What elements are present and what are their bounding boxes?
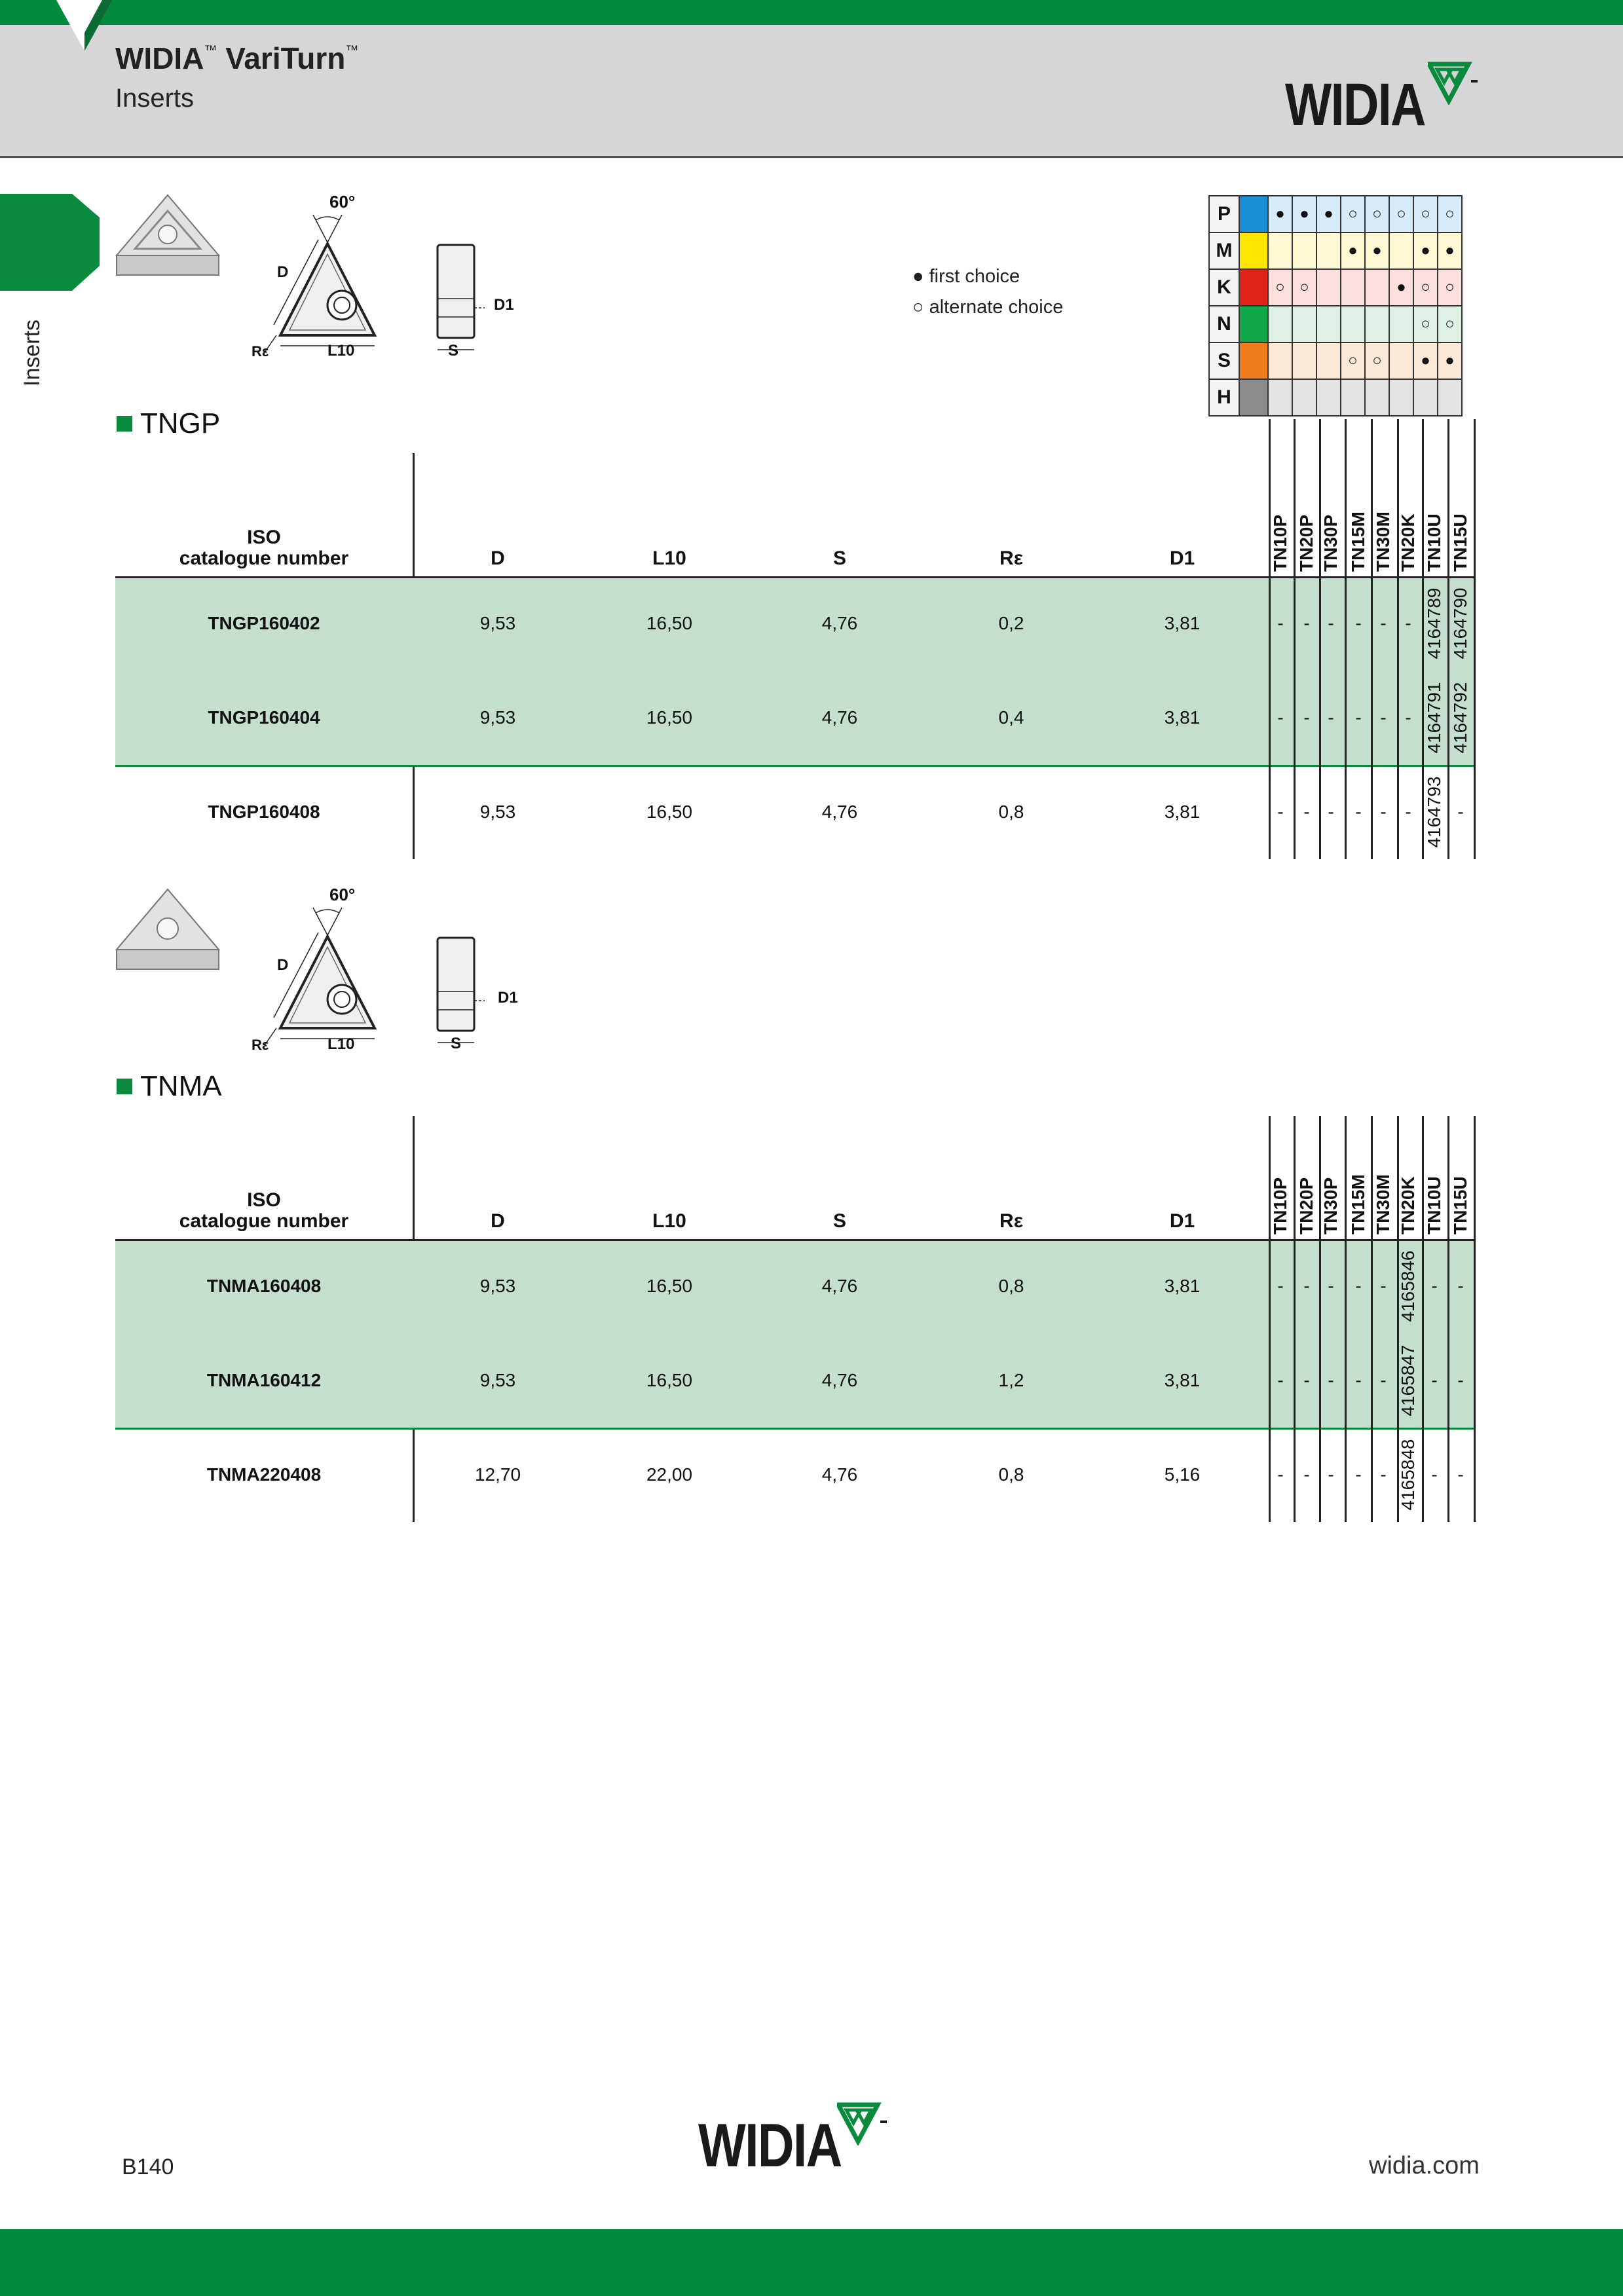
material-row bbox=[1209, 379, 1462, 416]
material-grade-mark bbox=[1316, 306, 1341, 343]
cell-d: 12,70 bbox=[474, 1464, 521, 1485]
grade-header: TN30M bbox=[1373, 511, 1393, 572]
material-grade-mark: ○ bbox=[1341, 196, 1365, 232]
material-grade-mark bbox=[1316, 379, 1341, 416]
grade-dash: - bbox=[1457, 802, 1464, 822]
order-number: 4165847 bbox=[1398, 1344, 1418, 1416]
column-header-d: D bbox=[491, 547, 505, 569]
grade-dash: - bbox=[1380, 1370, 1387, 1390]
grade-dash: - bbox=[1277, 1276, 1284, 1296]
grade-header: TN20P bbox=[1296, 1177, 1316, 1234]
grade-dash: - bbox=[1277, 707, 1284, 728]
tnma-side-view-diagram bbox=[432, 935, 504, 1060]
page-subtitle: Inserts bbox=[115, 84, 195, 113]
cell-d1: 3,81 bbox=[1164, 1370, 1201, 1390]
grade-column-line bbox=[1474, 419, 1476, 859]
column-header-l10: L10 bbox=[652, 547, 686, 569]
cell-re: 0,8 bbox=[998, 802, 1024, 822]
grade-dash: - bbox=[1328, 613, 1334, 633]
material-grade-mark: ○ bbox=[1413, 269, 1438, 306]
cell-re: 0,8 bbox=[998, 1464, 1024, 1485]
iso-catalogue-number: TNMA160412 bbox=[206, 1370, 322, 1390]
grade-dash: - bbox=[1328, 1464, 1334, 1485]
brand-name: WIDIA bbox=[115, 41, 204, 75]
tm-mark: ™ bbox=[204, 43, 217, 58]
material-letter: M bbox=[1209, 232, 1239, 269]
header-notch-icon bbox=[56, 0, 113, 52]
order-number: 4164791 bbox=[1424, 682, 1444, 754]
grade-dash: - bbox=[1380, 802, 1387, 822]
column-header-d1: D1 bbox=[1169, 1210, 1195, 1232]
column-header-l10: L10 bbox=[652, 1210, 686, 1232]
order-number: 4165848 bbox=[1398, 1439, 1418, 1511]
footer-bar bbox=[0, 2229, 1623, 2296]
grade-dash: - bbox=[1303, 1464, 1310, 1485]
diagram-l10-label: L10 bbox=[327, 342, 355, 360]
material-row bbox=[1209, 269, 1462, 306]
section-title-tnma: TNMA bbox=[117, 1070, 222, 1103]
grade-header: TN10P bbox=[1270, 514, 1290, 572]
grade-header: TN15U bbox=[1450, 1176, 1470, 1234]
material-grade-mark: ○ bbox=[1365, 343, 1389, 379]
cell-d1: 3,81 bbox=[1164, 613, 1201, 633]
cell-d: 9,53 bbox=[479, 707, 516, 728]
grade-header: TN10U bbox=[1424, 1176, 1444, 1234]
cell-d: 9,53 bbox=[479, 613, 516, 633]
tngp-insert-3d-icon bbox=[111, 190, 223, 282]
green-square-icon bbox=[117, 1079, 132, 1094]
material-grade-mark: ○ bbox=[1413, 196, 1438, 232]
grade-dash: - bbox=[1457, 1464, 1464, 1485]
grade-column-line bbox=[1345, 419, 1347, 859]
grade-column-line bbox=[1474, 1116, 1476, 1522]
material-grade-mark bbox=[1268, 343, 1292, 379]
grade-dash: - bbox=[1303, 1370, 1310, 1390]
material-color-swatch bbox=[1239, 343, 1268, 379]
material-grade-mark bbox=[1389, 379, 1413, 416]
cell-l10: 16,50 bbox=[646, 613, 693, 633]
material-grade-mark: ● bbox=[1365, 232, 1389, 269]
iso-header-line2: catalogue number bbox=[179, 547, 349, 569]
grade-dash: - bbox=[1355, 802, 1362, 822]
cell-l10: 16,50 bbox=[646, 1276, 693, 1296]
material-grade-mark bbox=[1438, 379, 1462, 416]
diagram-d1-label-2: D1 bbox=[498, 989, 518, 1007]
grade-column-line bbox=[1294, 419, 1296, 859]
tm-mark-2: ™ bbox=[345, 43, 359, 58]
sidebar-label: Inserts bbox=[20, 319, 45, 386]
logo-wordmark: WIDIA bbox=[1285, 71, 1425, 138]
material-row bbox=[1209, 306, 1462, 343]
grade-dash: - bbox=[1355, 1464, 1362, 1485]
material-grade-mark: ● bbox=[1341, 232, 1365, 269]
website-url: widia.com bbox=[1369, 2152, 1480, 2179]
sidebar-tab bbox=[0, 194, 100, 291]
grade-column-line bbox=[1269, 419, 1271, 859]
material-grade-mark bbox=[1316, 269, 1341, 306]
grade-dash: - bbox=[1405, 707, 1411, 728]
material-grade-mark: ○ bbox=[1365, 196, 1389, 232]
grade-dash: - bbox=[1380, 707, 1387, 728]
grade-header: TN30P bbox=[1320, 514, 1341, 572]
material-color-swatch bbox=[1239, 196, 1268, 232]
tnma-insert-3d-icon bbox=[111, 884, 223, 976]
grade-dash: - bbox=[1277, 1464, 1284, 1485]
cell-s: 4,76 bbox=[821, 1276, 858, 1296]
tnma-dimension-diagram bbox=[250, 883, 407, 1060]
grade-header: TN15M bbox=[1348, 511, 1368, 572]
grade-dash: - bbox=[1405, 613, 1411, 633]
material-grade-mark bbox=[1365, 306, 1389, 343]
order-number: 4164792 bbox=[1450, 682, 1470, 754]
cell-re: 0,2 bbox=[998, 613, 1024, 633]
diagram-re-label-2: Rε bbox=[252, 1037, 269, 1053]
material-color-swatch bbox=[1239, 232, 1268, 269]
order-number: 4164790 bbox=[1450, 587, 1470, 659]
grade-column-line bbox=[1319, 419, 1321, 859]
iso-header-line1: ISO bbox=[247, 1189, 281, 1211]
iso-catalogue-number: TNGP160402 bbox=[208, 613, 320, 633]
cell-l10: 16,50 bbox=[646, 802, 693, 822]
filled-dot-icon: ● bbox=[912, 266, 929, 287]
material-grade-mark bbox=[1316, 232, 1341, 269]
widia-triangle-icon bbox=[1428, 62, 1480, 105]
material-grade-mark: ● bbox=[1389, 269, 1413, 306]
material-letter: S bbox=[1209, 343, 1239, 379]
cell-d: 9,53 bbox=[479, 802, 516, 822]
material-letter: K bbox=[1209, 269, 1239, 306]
material-letter: P bbox=[1209, 196, 1239, 232]
grade-dash: - bbox=[1380, 1464, 1387, 1485]
diagram-d1-label: D1 bbox=[494, 296, 514, 314]
page-title bbox=[115, 41, 358, 76]
material-grade-mark: ● bbox=[1413, 232, 1438, 269]
grade-dash: - bbox=[1431, 1276, 1438, 1296]
product-name: VariTurn bbox=[225, 41, 346, 75]
diagram-d-label-2: D bbox=[277, 956, 289, 974]
cell-s: 4,76 bbox=[821, 1370, 858, 1390]
cell-d1: 5,16 bbox=[1164, 1464, 1201, 1485]
angle-label-2: 60° bbox=[329, 885, 356, 904]
material-grade-mark: ○ bbox=[1389, 196, 1413, 232]
cell-re: 1,2 bbox=[998, 1370, 1024, 1390]
column-header-s: S bbox=[832, 547, 846, 569]
grade-dash: - bbox=[1328, 1276, 1334, 1296]
tngp-dimension-diagram bbox=[250, 190, 407, 367]
grade-header: TN20K bbox=[1398, 513, 1418, 572]
column-header-s: S bbox=[832, 1210, 846, 1232]
material-grade-mark bbox=[1341, 379, 1365, 416]
grade-header: TN15U bbox=[1450, 513, 1470, 572]
material-grade-mark bbox=[1268, 232, 1292, 269]
iso-header-line2: catalogue number bbox=[179, 1210, 349, 1232]
material-grade-mark bbox=[1292, 379, 1316, 416]
green-square-icon bbox=[117, 416, 132, 432]
material-row bbox=[1209, 232, 1462, 269]
grade-dash: - bbox=[1380, 613, 1387, 633]
legend-first-choice: ● first choice bbox=[912, 266, 1020, 287]
material-grade-mark bbox=[1341, 306, 1365, 343]
material-letter: H bbox=[1209, 379, 1239, 416]
cell-s: 4,76 bbox=[821, 1464, 858, 1485]
diagram-s-label: S bbox=[448, 342, 459, 360]
iso-catalogue-number: TNGP160404 bbox=[208, 707, 320, 728]
grade-header: TN20K bbox=[1398, 1176, 1418, 1234]
material-grade-mark: ○ bbox=[1413, 306, 1438, 343]
material-grade-mark: ● bbox=[1292, 196, 1316, 232]
grade-dash: - bbox=[1303, 1276, 1310, 1296]
cell-d1: 3,81 bbox=[1164, 707, 1201, 728]
order-number: 4165846 bbox=[1398, 1250, 1418, 1322]
grade-dash: - bbox=[1431, 1370, 1438, 1390]
column-header-re: Rε bbox=[999, 547, 1023, 569]
grade-header: TN30P bbox=[1320, 1177, 1341, 1234]
hollow-dot-icon: ○ bbox=[912, 297, 929, 318]
diagram-re-label: Rε bbox=[252, 343, 269, 360]
material-row bbox=[1209, 343, 1462, 379]
grade-dash: - bbox=[1328, 802, 1334, 822]
order-number: 4164793 bbox=[1424, 776, 1444, 848]
grade-dash: - bbox=[1405, 802, 1411, 822]
material-grade-mark: ● bbox=[1438, 343, 1462, 379]
material-grade-mark: ○ bbox=[1292, 269, 1316, 306]
material-grade-mark bbox=[1389, 232, 1413, 269]
diagram-l10-label-2: L10 bbox=[327, 1035, 355, 1053]
grade-dash: - bbox=[1277, 1370, 1284, 1390]
cell-l10: 16,50 bbox=[646, 1370, 693, 1390]
cell-s: 4,76 bbox=[821, 802, 858, 822]
grade-dash: - bbox=[1328, 707, 1334, 728]
grade-header: TN10P bbox=[1270, 1177, 1290, 1234]
cell-re: 0,4 bbox=[998, 707, 1024, 728]
material-grade-mark: ○ bbox=[1438, 306, 1462, 343]
material-grade-mark bbox=[1365, 379, 1389, 416]
grade-dash: - bbox=[1380, 1276, 1387, 1296]
material-grade-mark bbox=[1365, 269, 1389, 306]
cell-d1: 3,81 bbox=[1164, 1276, 1201, 1296]
grade-dash: - bbox=[1303, 802, 1310, 822]
header-top-bar bbox=[0, 0, 1623, 25]
diagram-d-label: D bbox=[277, 263, 289, 281]
grade-header: TN10U bbox=[1424, 513, 1444, 572]
legend-alternate-choice: ○ alternate choice bbox=[912, 297, 1064, 318]
material-grade-mark bbox=[1341, 269, 1365, 306]
grade-column-line bbox=[1397, 419, 1399, 859]
cell-l10: 22,00 bbox=[646, 1464, 693, 1485]
grade-dash: - bbox=[1328, 1370, 1334, 1390]
material-grade-mark bbox=[1413, 379, 1438, 416]
grade-header: TN20P bbox=[1296, 514, 1316, 572]
iso-catalogue-number: TNMA160408 bbox=[206, 1276, 322, 1296]
material-grade-mark: ○ bbox=[1438, 196, 1462, 232]
grade-dash: - bbox=[1355, 613, 1362, 633]
material-grade-mark bbox=[1389, 306, 1413, 343]
iso-header-line1: ISO bbox=[247, 527, 281, 548]
grade-dash: - bbox=[1457, 1276, 1464, 1296]
material-row bbox=[1209, 196, 1462, 232]
material-matrix bbox=[1208, 195, 1463, 417]
grade-dash: - bbox=[1355, 1370, 1362, 1390]
iso-catalogue-number: TNMA220408 bbox=[206, 1464, 322, 1485]
angle-label: 60° bbox=[329, 192, 356, 212]
material-grade-mark: ○ bbox=[1438, 269, 1462, 306]
material-grade-mark: ○ bbox=[1341, 343, 1365, 379]
cell-l10: 16,50 bbox=[646, 707, 693, 728]
column-header-d: D bbox=[491, 1210, 505, 1232]
material-grade-mark bbox=[1389, 343, 1413, 379]
column-header-d1: D1 bbox=[1169, 547, 1195, 569]
grade-dash: - bbox=[1355, 1276, 1362, 1296]
material-grade-mark bbox=[1292, 343, 1316, 379]
material-color-swatch bbox=[1239, 306, 1268, 343]
cell-d: 9,53 bbox=[479, 1276, 516, 1296]
material-grade-mark: ● bbox=[1438, 232, 1462, 269]
order-number: 4164789 bbox=[1424, 587, 1444, 659]
diagram-s-label-2: S bbox=[451, 1035, 462, 1052]
grade-header: TN15M bbox=[1348, 1174, 1368, 1234]
grade-dash: - bbox=[1277, 802, 1284, 822]
cell-d: 9,53 bbox=[479, 1370, 516, 1390]
material-grade-mark: ● bbox=[1268, 196, 1292, 232]
material-grade-mark: ● bbox=[1413, 343, 1438, 379]
section-title-tngp: TNGP bbox=[117, 407, 220, 440]
material-grade-mark bbox=[1316, 343, 1341, 379]
grade-dash: - bbox=[1277, 613, 1284, 633]
material-grade-mark bbox=[1268, 379, 1292, 416]
material-grade-mark bbox=[1292, 232, 1316, 269]
material-grade-mark bbox=[1268, 306, 1292, 343]
cell-re: 0,8 bbox=[998, 1276, 1024, 1296]
material-letter: N bbox=[1209, 306, 1239, 343]
column-header-re: Rε bbox=[999, 1210, 1023, 1232]
material-grade-mark: ● bbox=[1316, 196, 1341, 232]
material-grade-mark bbox=[1292, 306, 1316, 343]
page-number: B140 bbox=[122, 2155, 174, 2179]
cell-s: 4,76 bbox=[821, 613, 858, 633]
footer-logo-wordmark: WIDIA bbox=[698, 2111, 842, 2179]
material-color-swatch bbox=[1239, 379, 1268, 416]
grade-header: TN30M bbox=[1373, 1174, 1393, 1234]
grade-dash: - bbox=[1303, 613, 1310, 633]
footer-widia-triangle-icon bbox=[837, 2102, 889, 2145]
grade-dash: - bbox=[1457, 1370, 1464, 1390]
grade-dash: - bbox=[1431, 1464, 1438, 1485]
material-grade-mark: ○ bbox=[1268, 269, 1292, 306]
grade-dash: - bbox=[1355, 707, 1362, 728]
material-color-swatch bbox=[1239, 269, 1268, 306]
cell-s: 4,76 bbox=[821, 707, 858, 728]
cell-d1: 3,81 bbox=[1164, 802, 1201, 822]
grade-column-line bbox=[1371, 419, 1373, 859]
iso-catalogue-number: TNGP160408 bbox=[208, 802, 320, 822]
grade-dash: - bbox=[1303, 707, 1310, 728]
